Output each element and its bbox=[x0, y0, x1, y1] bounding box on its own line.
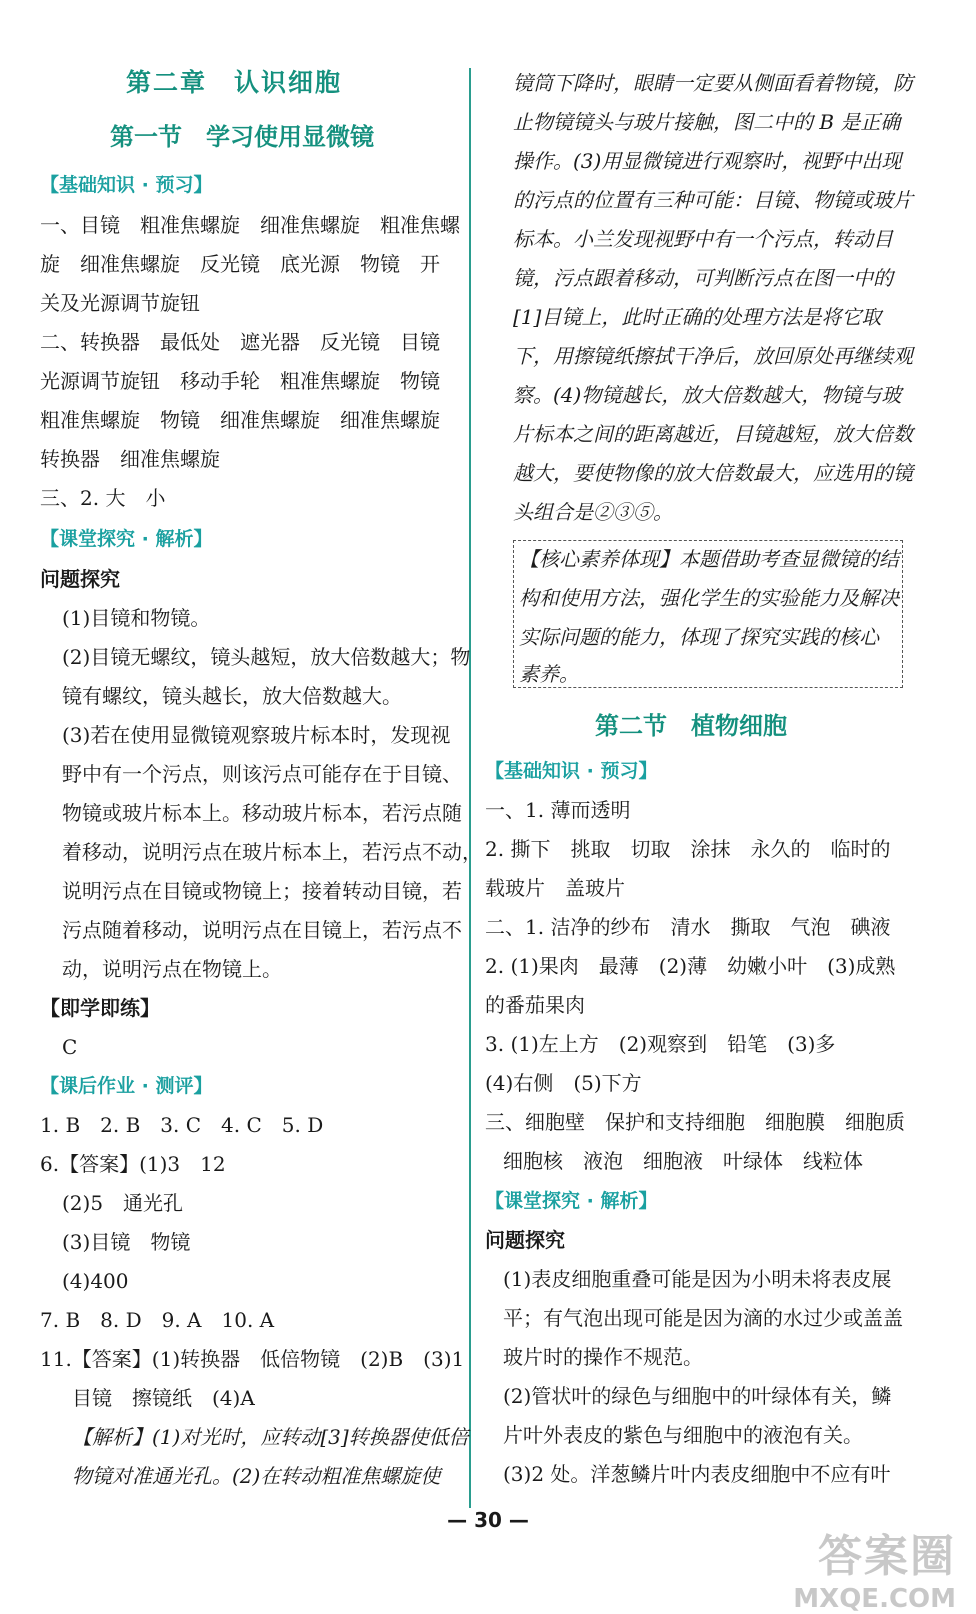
answer-line: 光源调节旋钮 移动手轮 粗准焦螺旋 物镜 bbox=[40, 369, 440, 393]
answer-line: (2)管状叶的绿色与细胞中的叶绿体有关，鳞 bbox=[503, 1384, 892, 1408]
answer-line: (4)右侧 (5)下方 bbox=[485, 1071, 642, 1095]
answer-line: 动，说明污点在物镜上。 bbox=[62, 957, 282, 981]
column-divider bbox=[469, 68, 471, 1508]
tag-class-explore: 【课堂探究 · 解析】 bbox=[40, 528, 213, 550]
tag-basic-knowledge-2: 【基础知识 · 预习】 bbox=[485, 760, 658, 782]
analysis-line: 越大，要使物像的放大倍数最大，应选用的镜 bbox=[513, 461, 913, 485]
answer-line: (3)若在使用显微镜观察玻片标本时，发现视 bbox=[62, 723, 451, 747]
analysis-line: 察。(4)物镜越长，放大倍数越大，物镜与玻 bbox=[513, 383, 902, 407]
answer-line: 关及光源调节旋钮 bbox=[40, 291, 200, 315]
answer-line: 三、2. 大 小 bbox=[40, 486, 166, 510]
answer-line: 着移动，说明污点在玻片标本上，若污点不动， bbox=[62, 840, 482, 864]
practice-answer: C bbox=[62, 1035, 78, 1059]
page-number: — 30 — bbox=[447, 1508, 529, 1532]
answer-line: (4)400 bbox=[62, 1269, 129, 1293]
analysis-line: 操作。(3)用显微镜进行观察时，视野中出现 bbox=[513, 149, 902, 173]
answer-line: (3)目镜 物镜 bbox=[62, 1230, 191, 1254]
analysis-line: 的污点的位置有三种可能：目镜、物镜或玻片 bbox=[513, 188, 913, 212]
answer-line: (3)2 处。洋葱鳞片叶内表皮细胞中不应有叶 bbox=[503, 1462, 891, 1486]
answer-line: (2)5 通光孔 bbox=[62, 1191, 184, 1215]
answer-line: 3. (1)左上方 (2)观察到 铅笔 (3)多 bbox=[485, 1032, 836, 1056]
tag-homework: 【课后作业 · 测评】 bbox=[40, 1075, 213, 1097]
answer-line: 物镜或玻片标本上。移动玻片标本，若污点随 bbox=[62, 801, 462, 825]
answer-line: 7. B 8. D 9. A 10. A bbox=[40, 1308, 275, 1332]
answer-line: 的番茄果肉 bbox=[485, 993, 585, 1017]
analysis-line: 镜筒下降时，眼睛一定要从侧面看着物镜，防 bbox=[513, 71, 913, 95]
answer-line: 镜有螺纹，镜头越长，放大倍数越大。 bbox=[62, 684, 402, 708]
analysis-line: 头组合是②③⑤。 bbox=[513, 500, 673, 524]
answer-line: 片叶外表皮的紫色与细胞中的液泡有关。 bbox=[503, 1423, 863, 1447]
problem-explore-heading: 问题探究 bbox=[40, 567, 120, 591]
answer-line: 一、1. 薄而透明 bbox=[485, 798, 631, 822]
answer-line: 目镜 擦镜纸 (4)A bbox=[72, 1386, 255, 1410]
tag-basic-knowledge: 【基础知识 · 预习】 bbox=[40, 174, 213, 196]
answer-line: 载玻片 盖玻片 bbox=[485, 876, 625, 900]
answer-line: 转换器 细准焦螺旋 bbox=[40, 447, 220, 471]
answer-line: (2)目镜无螺纹，镜头越短，放大倍数越大；物 bbox=[62, 645, 471, 669]
analysis-line: 止物镜镜头与玻片接触，图二中的 B 是正确 bbox=[513, 110, 901, 134]
core-literacy-line: 实际问题的能力，体现了探究实践的核心 bbox=[519, 625, 879, 649]
analysis-line: 下，用擦镜纸擦拭干净后，放回原处再继续观 bbox=[513, 344, 913, 368]
watermark-top: 答案圈 bbox=[818, 1531, 956, 1582]
core-literacy-line: 构和使用方法，强化学生的实验能力及解决 bbox=[519, 586, 899, 610]
core-literacy-line: 素养。 bbox=[519, 662, 579, 686]
answer-line: 2. 撕下 挑取 切取 涂抹 永久的 临时的 bbox=[485, 837, 891, 861]
answer-line: 2. (1)果肉 最薄 (2)薄 幼嫩小叶 (3)成熟 bbox=[485, 954, 896, 978]
section-1-title: 第一节 学习使用显微镜 bbox=[110, 122, 374, 151]
section-2-title: 第二节 植物细胞 bbox=[595, 711, 787, 740]
core-literacy-line: 【核心素养体现】本题借助考查显微镜的结 bbox=[519, 547, 899, 571]
answer-line: 二、1. 洁净的纱布 清水 撕取 气泡 碘液 bbox=[485, 915, 891, 939]
answer-line: 二、转换器 最低处 遮光器 反光镜 目镜 bbox=[40, 330, 440, 354]
practice-heading: 【即学即练】 bbox=[40, 996, 160, 1020]
answer-line: 一、目镜 粗准焦螺旋 细准焦螺旋 粗准焦螺 bbox=[40, 213, 460, 237]
answer-line: (1)目镜和物镜。 bbox=[62, 606, 211, 630]
answer-line: 污点随着移动，说明污点在目镜上，若污点不 bbox=[62, 918, 462, 942]
watermark-bottom: MXQE.COM bbox=[793, 1584, 956, 1614]
analysis-line: 【解析】(1)对光时，应转动[3]转换器使低倍 bbox=[72, 1425, 469, 1449]
answer-line: (1)表皮细胞重叠可能是因为小明未将表皮展 bbox=[503, 1267, 892, 1291]
chapter-title: 第二章 认识细胞 bbox=[126, 68, 343, 97]
analysis-line: 镜，污点跟着移动，可判断污点在图一中的 bbox=[513, 266, 893, 290]
analysis-line: 片标本之间的距离越近，目镜越短，放大倍数 bbox=[513, 422, 913, 446]
tag-class-explore-2: 【课堂探究 · 解析】 bbox=[485, 1190, 658, 1212]
analysis-line: 物镜对准通光孔。(2)在转动粗准焦螺旋使 bbox=[72, 1464, 441, 1488]
answer-line: 1. B 2. B 3. C 4. C 5. D bbox=[40, 1113, 324, 1137]
answer-line: 平；有气泡出现可能是因为滴的水过少或盖盖 bbox=[503, 1306, 903, 1330]
answer-line: 粗准焦螺旋 物镜 细准焦螺旋 细准焦螺旋 bbox=[40, 408, 440, 432]
answer-line: 6.【答案】(1)3 12 bbox=[40, 1152, 226, 1176]
answer-line: 细胞核 液泡 细胞液 叶绿体 线粒体 bbox=[503, 1149, 863, 1173]
answer-line: 11.【答案】(1)转换器 低倍物镜 (2)B (3)1 bbox=[40, 1347, 465, 1371]
answer-line: 三、细胞壁 保护和支持细胞 细胞膜 细胞质 bbox=[485, 1110, 905, 1134]
analysis-line: 标本。小兰发现视野中有一个污点，转动目 bbox=[513, 227, 893, 251]
analysis-line: [1]目镜上，此时正确的处理方法是将它取 bbox=[513, 305, 882, 329]
answer-line: 玻片时的操作不规范。 bbox=[503, 1345, 703, 1369]
problem-explore-heading-2: 问题探究 bbox=[485, 1228, 565, 1252]
answer-line: 野中有一个污点，则该污点可能存在于目镜、 bbox=[62, 762, 462, 786]
answer-line: 说明污点在目镜或物镜上；接着转动目镜，若 bbox=[62, 879, 462, 903]
answer-line: 旋 细准焦螺旋 反光镜 底光源 物镜 开 bbox=[40, 252, 440, 276]
